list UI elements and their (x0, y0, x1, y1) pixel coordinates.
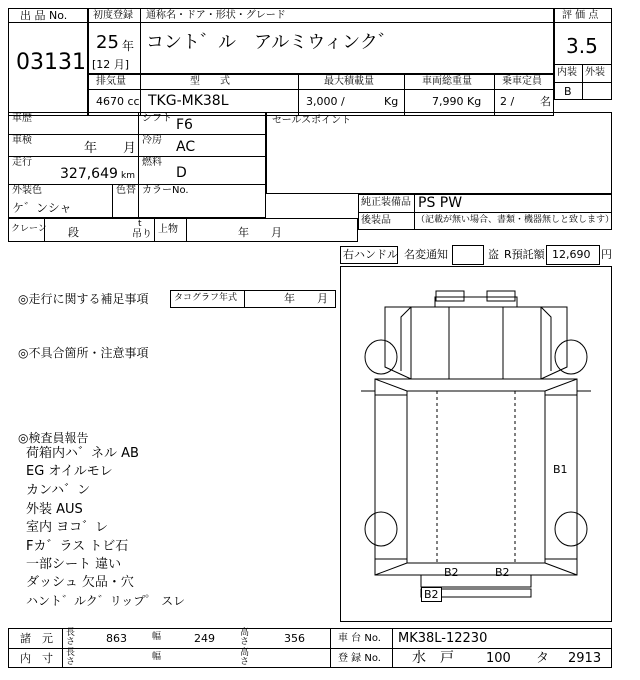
mileage: 327,649 (60, 166, 118, 182)
shift-label: シフト (142, 113, 172, 124)
displacement: 4670 cc (96, 95, 140, 108)
capacity-unit: 名 (540, 95, 551, 108)
first-reg-label: 初度登録 (93, 10, 133, 21)
crane-row (8, 218, 358, 242)
capacity-label: 乗車定員 (502, 76, 542, 87)
equipment-label: 純正装備品 (361, 197, 411, 208)
chassis: MK38L-12230 (398, 631, 488, 646)
chassis-label: 車 台 No. (338, 633, 381, 644)
crane-lift: 吊り (132, 229, 152, 240)
recycle-unit: 円 (601, 248, 612, 261)
tachograph-date: 年 月 (284, 292, 328, 305)
inner-height-label: 高さ (240, 648, 250, 667)
length-label: 長さ (66, 628, 76, 647)
inspection: 年 月 (84, 141, 137, 156)
capacity: 2 / (500, 95, 515, 108)
defects-label: ◎不具合箇所・注意事項 (18, 346, 149, 360)
aftermarket-note: （記載が無い場合、書類・機器無しと致します） (416, 215, 615, 225)
plate-label: 登 録 No. (338, 653, 381, 664)
vehicle-name: コント゛ル アルミウィンク゛ (146, 32, 396, 53)
interior-label: 内装 (557, 67, 577, 78)
damage-mark-b2: B2 (495, 566, 510, 579)
plate-number: 2913 (568, 651, 602, 666)
height: 356 (284, 632, 305, 645)
inspector-line: 室内 ヨコ゛レ (26, 520, 109, 535)
upper-label: 上物 (158, 224, 178, 235)
exterior-label: 外装 (585, 67, 605, 78)
truck-diagram (340, 266, 612, 622)
model-label: 型 式 (190, 76, 230, 87)
width-label: 幅 (152, 632, 162, 642)
score-label: 評 価 点 (562, 10, 599, 21)
damage-mark-b2: B2 (421, 587, 442, 602)
ac: AC (176, 139, 196, 155)
equipment: PS PW (418, 195, 463, 211)
lot-no: 03131 (16, 50, 86, 75)
name-change-field (452, 245, 484, 265)
name-label: 通称名・ドア・形状・グレード (146, 10, 286, 21)
mileage-unit: km (121, 171, 135, 181)
inspector-line: カンハ゛ン (26, 483, 91, 498)
crane-stage: 段 (68, 226, 79, 239)
gross-weight-label: 車両総重量 (422, 76, 472, 87)
recycle-value: 12,690 (552, 248, 591, 261)
height-label: 高さ (240, 628, 250, 647)
damage-mark-b2: B2 (444, 566, 459, 579)
color-no-label: 色替 (116, 185, 136, 196)
year-unit: 年 (122, 39, 135, 53)
dims-label: 諸 元 (20, 632, 53, 645)
inspector-line: ハント゛ルク゛リップ゜ スレ (26, 594, 186, 608)
inspector-line: EG オイルモレ (26, 464, 113, 479)
interior-score: B (564, 85, 572, 98)
truck-outline (341, 267, 611, 621)
first-reg-month: [12 月] (92, 58, 130, 71)
plate-region: 水 戸 (412, 650, 454, 666)
recycle-label: R預託額 (504, 248, 545, 261)
crane-label: クレーン (11, 224, 47, 234)
max-load-unit: Kg (384, 95, 399, 108)
inspector-line: 一部シート 違い (26, 557, 122, 572)
mileage-label: 走行 (12, 157, 32, 168)
inspector-line: Fカ゛ラス トビ石 (26, 539, 129, 554)
length: 863 (106, 632, 127, 645)
max-load-label: 最大積載量 (324, 76, 374, 87)
history-label: 車歴 (12, 113, 32, 124)
fuel-label: 燃料 (142, 157, 162, 168)
name-change-label: 名変通知 (404, 248, 448, 261)
color-code-label: カラーNo. (142, 185, 189, 196)
sales-point-label: セールスポイント (272, 115, 352, 126)
first-reg-year: 25 (96, 32, 119, 53)
fuel: D (176, 165, 187, 181)
inspector-label: ◎検査員報告 (18, 431, 89, 445)
plate-class: 100 (486, 651, 511, 666)
inner-label: 内 寸 (20, 652, 53, 665)
upper-date: 年 月 (238, 226, 282, 239)
steering: 右ハンドル (343, 248, 398, 261)
inner-width-label: 幅 (152, 652, 162, 662)
width: 249 (194, 632, 215, 645)
gross-weight: 7,990 Kg (432, 95, 482, 108)
note-label: 盗 (488, 248, 499, 261)
plate-kana: タ (536, 651, 550, 666)
exterior-color: ケ゛ンシャ (12, 201, 72, 215)
tachograph-label: タコグラフ年式 (174, 293, 238, 303)
inspector-line: 荷箱内ハ゛ネル AB (26, 446, 139, 461)
score-value: 3.5 (566, 34, 598, 58)
displacement-label: 排気量 (96, 76, 126, 87)
inspection-label: 車検 (12, 135, 32, 146)
driving-note-label: ◎走行に関する補足事項 (18, 292, 149, 306)
inspector-line: 外装 AUS (26, 502, 83, 517)
model: TKG-MK38L (148, 93, 229, 109)
shift: F6 (176, 117, 193, 133)
ac-label: 冷房 (142, 135, 162, 146)
crane-ton: t (138, 219, 142, 229)
damage-mark-b1: B1 (553, 463, 568, 476)
lot-no-label: 出 品 No. (20, 9, 68, 22)
inspector-line: ダッシュ 欠品・穴 (26, 575, 134, 590)
inner-length-label: 長さ (66, 648, 76, 667)
exterior-color-label: 外装色 (12, 185, 42, 196)
aftermarket-label: 後装品 (361, 215, 391, 226)
max-load: 3,000 / (306, 95, 345, 108)
